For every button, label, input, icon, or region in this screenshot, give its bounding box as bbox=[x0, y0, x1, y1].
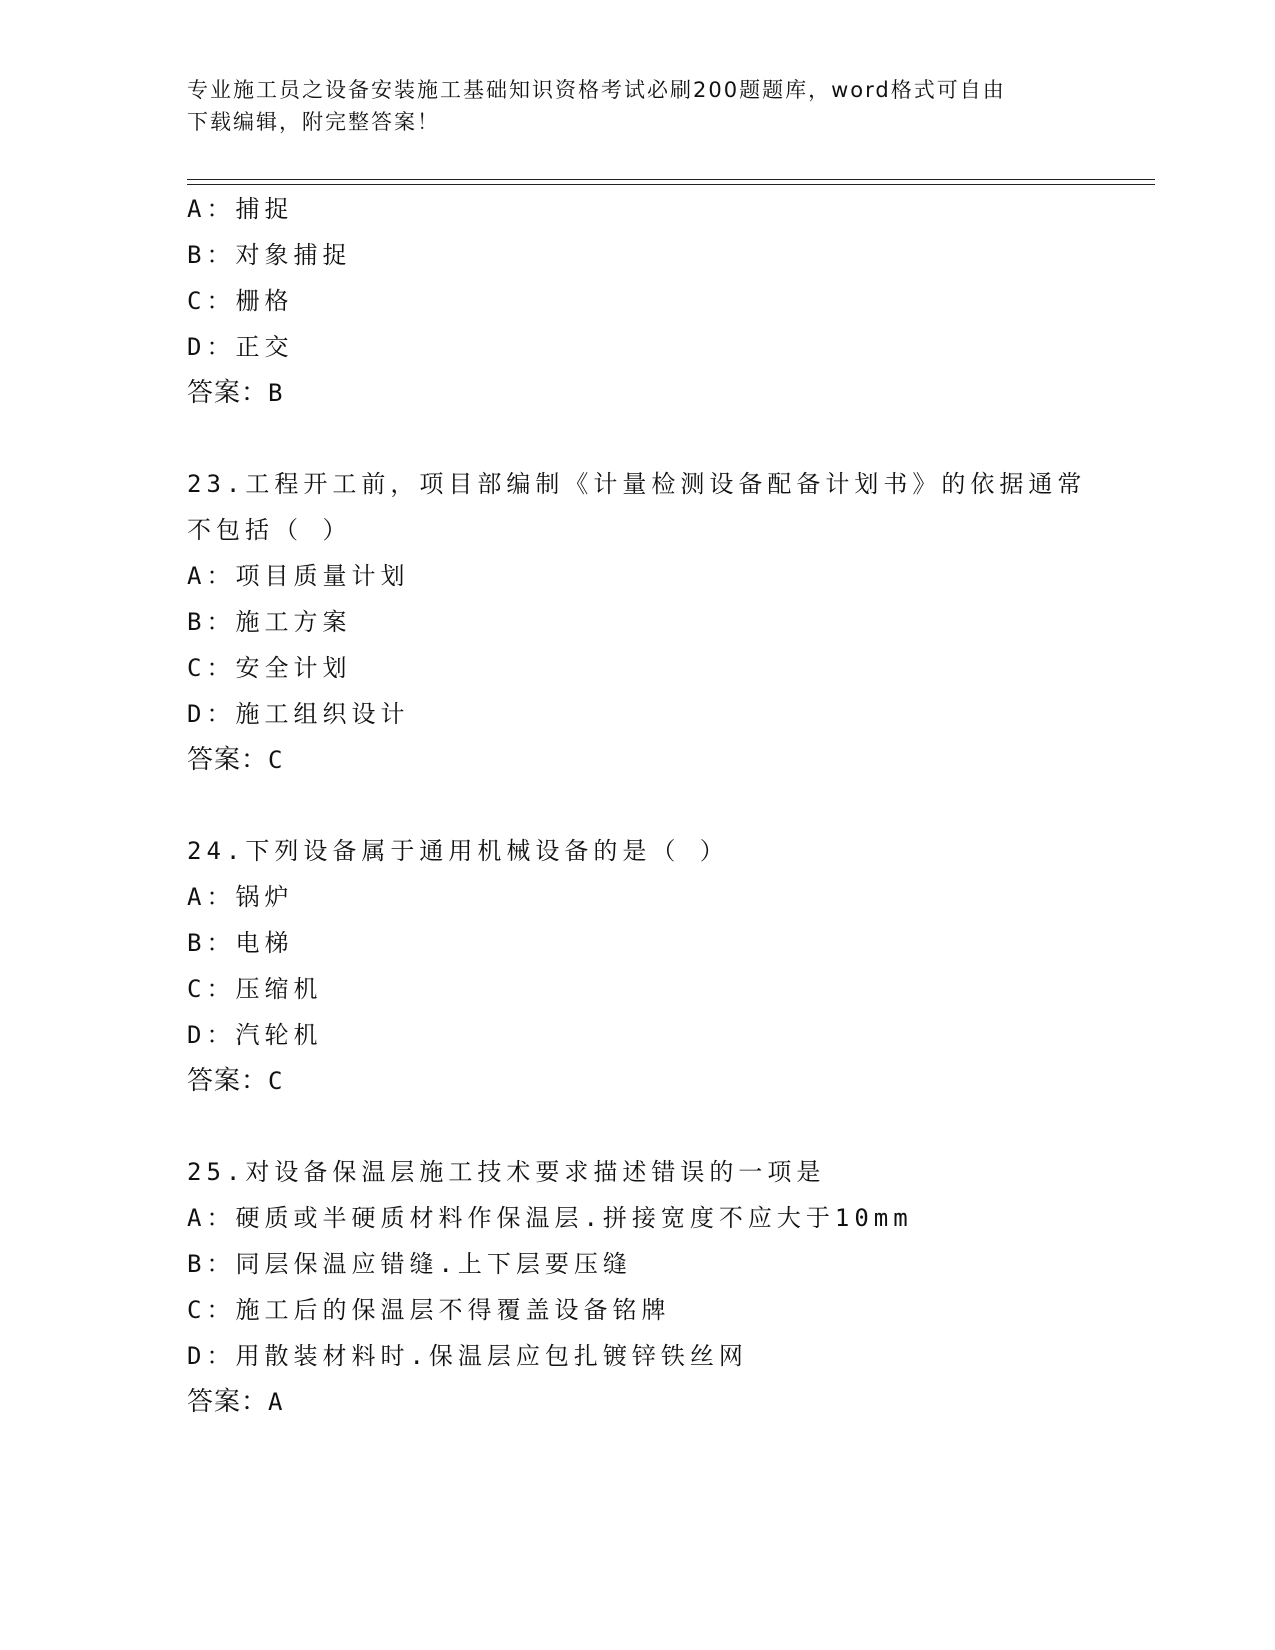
option-c bbox=[187, 966, 1087, 1012]
option-a bbox=[187, 553, 1087, 599]
answer-value: A bbox=[268, 1388, 284, 1416]
header-divider-bottom bbox=[187, 184, 1155, 185]
option-d bbox=[187, 691, 1087, 737]
answer-value: C bbox=[268, 746, 284, 774]
option-key: A： bbox=[187, 883, 236, 911]
option-key: A： bbox=[187, 1204, 236, 1232]
question-stem-continued: 不包括（ ） bbox=[187, 516, 352, 544]
option-key: C： bbox=[187, 975, 236, 1003]
option-b bbox=[187, 232, 1087, 278]
option-d bbox=[187, 324, 1087, 370]
option-text: 施工方案 bbox=[235, 608, 352, 636]
option-text: 电梯 bbox=[235, 929, 294, 957]
answer-line bbox=[187, 370, 1087, 416]
option-a bbox=[187, 1195, 1087, 1241]
header-divider-top bbox=[187, 179, 1155, 180]
header-title-line-2: 下载编辑，附完整答案！ bbox=[187, 110, 440, 134]
question-list bbox=[187, 186, 1087, 1425]
question-24 bbox=[187, 828, 1087, 1104]
option-key: B： bbox=[187, 929, 236, 957]
answer-line bbox=[187, 1058, 1087, 1104]
answer-line bbox=[187, 1379, 1087, 1425]
document-header bbox=[187, 74, 1087, 138]
option-key: B： bbox=[187, 608, 236, 636]
option-key: D： bbox=[187, 1342, 236, 1370]
question-partial bbox=[187, 186, 1087, 416]
question-25 bbox=[187, 1149, 1087, 1425]
question-23 bbox=[187, 461, 1087, 783]
question-stem: 23.工程开工前，项目部编制《计量检测设备配备计划书》的依据通常 bbox=[187, 470, 1087, 498]
answer-label: 答案： bbox=[187, 1387, 269, 1417]
option-text: 施工后的保温层不得覆盖设备铭牌 bbox=[235, 1296, 671, 1324]
option-text: 对象捕捉 bbox=[235, 241, 352, 269]
option-key: A： bbox=[187, 195, 236, 223]
option-key: A： bbox=[187, 562, 236, 590]
answer-label: 答案： bbox=[187, 745, 269, 775]
answer-value: B bbox=[268, 379, 284, 407]
option-key: C： bbox=[187, 654, 236, 682]
option-text: 项目质量计划 bbox=[235, 562, 410, 590]
option-text: 安全计划 bbox=[235, 654, 352, 682]
option-text: 汽轮机 bbox=[235, 1021, 323, 1049]
option-text: 用散装材料时.保温层应包扎镀锌铁丝网 bbox=[235, 1342, 748, 1370]
option-text: 捕捉 bbox=[235, 195, 294, 223]
option-key: B： bbox=[187, 1250, 236, 1278]
answer-label: 答案： bbox=[187, 1066, 269, 1096]
header-title-line-1: 专业施工员之设备安装施工基础知识资格考试必刷200题题库，word格式可自由 bbox=[187, 78, 1006, 102]
option-c bbox=[187, 645, 1087, 691]
option-d bbox=[187, 1333, 1087, 1379]
option-key: D： bbox=[187, 333, 236, 361]
option-key: D： bbox=[187, 1021, 236, 1049]
option-a bbox=[187, 874, 1087, 920]
option-text: 栅格 bbox=[235, 287, 294, 315]
option-b bbox=[187, 1241, 1087, 1287]
option-text: 施工组织设计 bbox=[235, 700, 410, 728]
question-stem: 24.下列设备属于通用机械设备的是（ ） bbox=[187, 837, 729, 865]
question-stem: 25.对设备保温层施工技术要求描述错误的一项是 bbox=[187, 1158, 826, 1186]
option-c bbox=[187, 278, 1087, 324]
option-key: C： bbox=[187, 287, 236, 315]
answer-label: 答案： bbox=[187, 378, 269, 408]
option-text: 正交 bbox=[235, 333, 294, 361]
answer-value: C bbox=[268, 1067, 284, 1095]
option-key: B： bbox=[187, 241, 236, 269]
option-c bbox=[187, 1287, 1087, 1333]
option-text: 硬质或半硬质材料作保温层.拼接宽度不应大于10mm bbox=[235, 1204, 913, 1232]
option-text: 锅炉 bbox=[235, 883, 294, 911]
option-text: 同层保温应错缝.上下层要压缝 bbox=[235, 1250, 632, 1278]
option-a bbox=[187, 186, 1087, 232]
option-b bbox=[187, 599, 1087, 645]
option-b bbox=[187, 920, 1087, 966]
option-text: 压缩机 bbox=[235, 975, 323, 1003]
option-key: C： bbox=[187, 1296, 236, 1324]
option-d bbox=[187, 1012, 1087, 1058]
answer-line bbox=[187, 737, 1087, 783]
option-key: D： bbox=[187, 700, 236, 728]
